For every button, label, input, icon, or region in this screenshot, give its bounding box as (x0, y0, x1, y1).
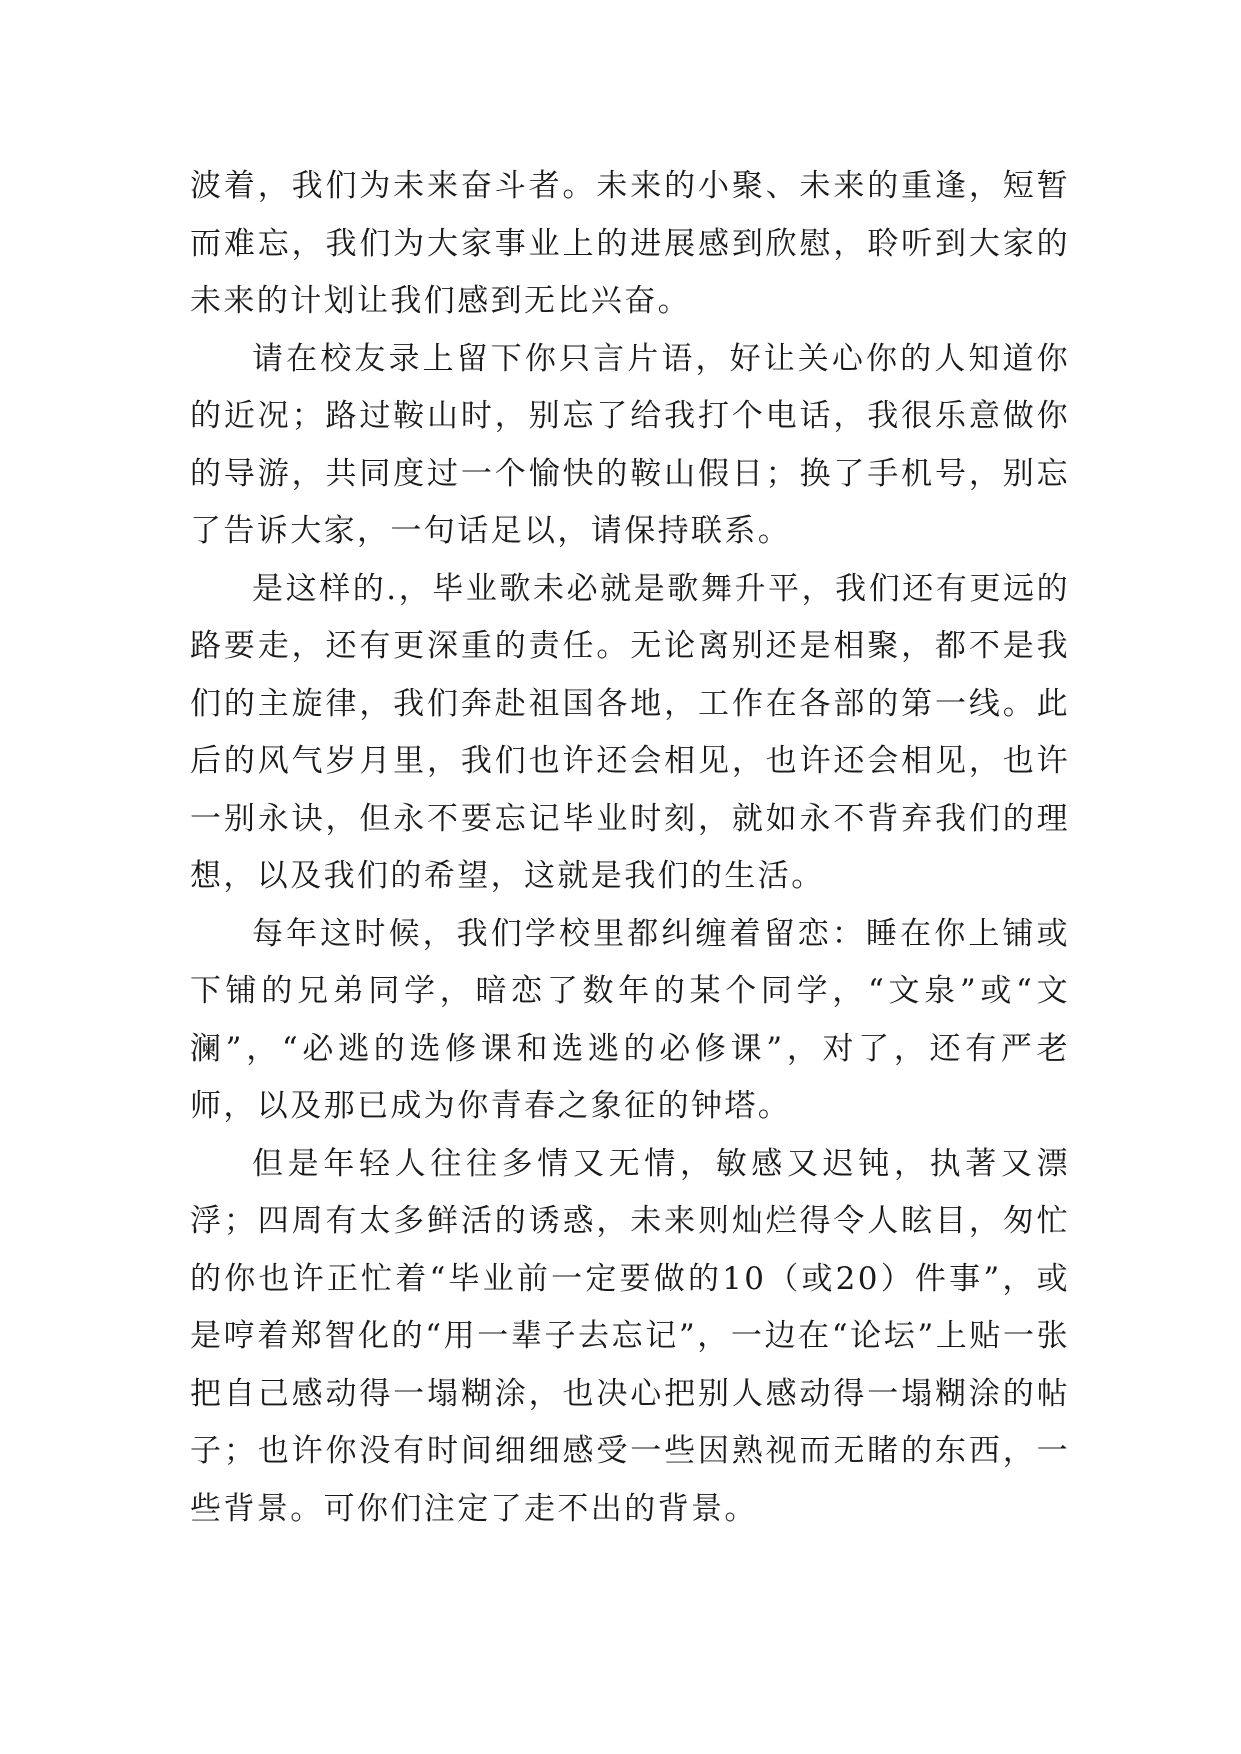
paragraph-continuation: 波着，我们为未来奋斗者。未来的小聚、未来的重逢，短暂而难忘，我们为大家事业上的进展感到欣慰，聆听到大家的未来的计划让我们感到无比兴奋。 (190, 168, 1070, 319)
paragraph-young-people: 但是年轻人往往多情又无情，敏感又迟钝，执著又漂浮；四周有太多鲜活的诱惑，未来则灿烂得令人眩目，匆忙的你也许正忙着“毕业前一定要做的10（或20）件事”，或是哼着郑智化的“用一辈子去忘记”，一边在“论坛”上贴一张把自己感动得一塌糊涂，也决心把别人感动得一塌糊涂的帖子；也许你没有时间细细感受一些因熟视而无睹的东西，一些背景。可你们注定了走不出的背景。 (190, 1145, 1070, 1527)
document-body (190, 158, 1070, 1538)
paragraph-campus-memories: 每年这时候，我们学校里都纠缠着留恋：睡在你上铺或下铺的兄弟同学，暗恋了数年的某个同学，“文泉”或“文澜”，“必逃的选修课和选逃的必修课”，对了，还有严老师，以及那已成为你青春之象征的钟塔。 (190, 915, 1070, 1124)
paragraph-alumni-contact: 请在校友录上留下你只言片语，好让关心你的人知道你的近况；路过鞍山时，别忘了给我打个电话，我很乐意做你的导游，共同度过一个愉快的鞍山假日；换了手机号，别忘了告诉大家，一句话足以，请保持联系。 (190, 340, 1070, 549)
paragraph-graduation-song: 是这样的.，毕业歌未必就是歌舞升平，我们还有更远的路要走，还有更深重的责任。无论离别还是相聚，都不是我们的主旋律，我们奔赴祖国各地，工作在各部的第一线。此后的风气岁月里，我们也许还会相见，也许还会相见，也许一别永诀，但永不要忘记毕业时刻，就如永不背弃我们的理想，以及我们的希望，这就是我们的生活。 (190, 570, 1070, 894)
